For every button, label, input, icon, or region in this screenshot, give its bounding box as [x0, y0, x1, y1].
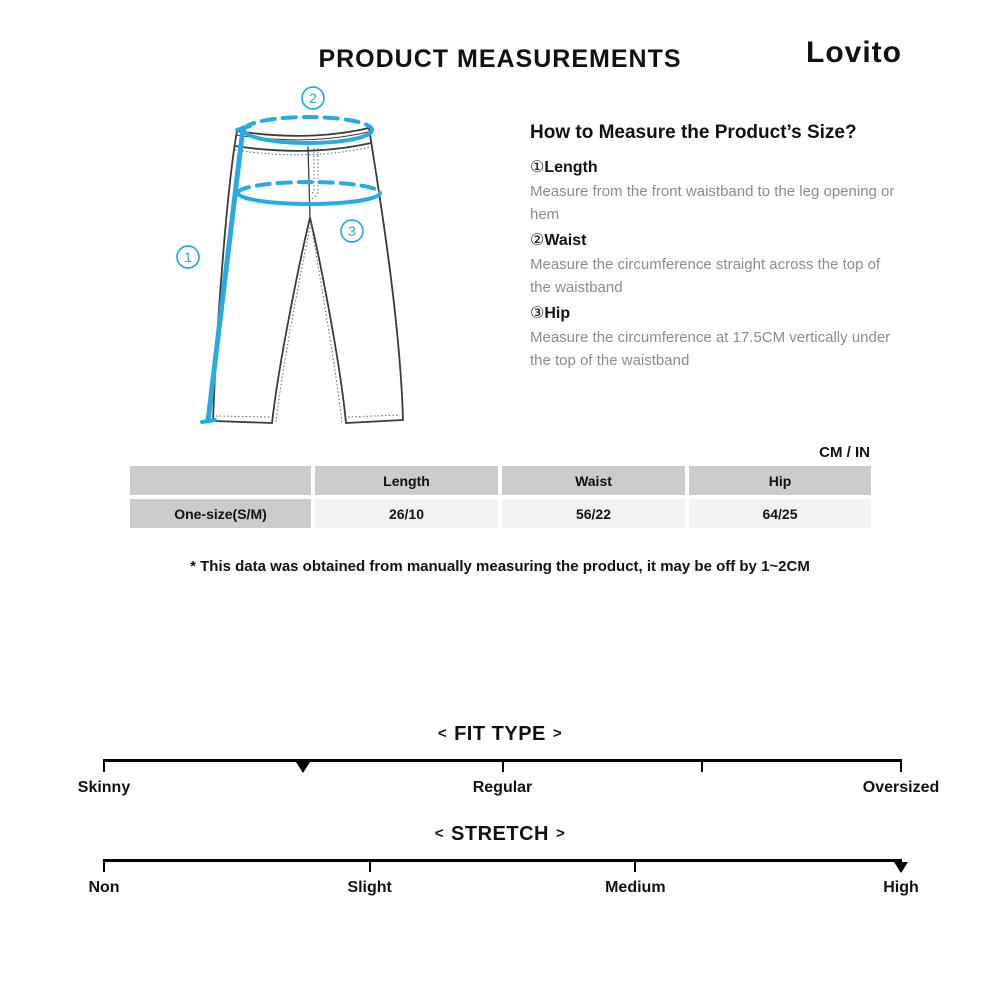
brand-logo: Lovito — [806, 36, 902, 69]
disclaimer-note: * This data was obtained from manually measuring the product, it may be off by 1~2CM — [190, 558, 810, 575]
chevron-right-icon: > — [552, 725, 563, 742]
fit-type-label-oversized: Oversized — [862, 779, 940, 796]
stretch-label-high: High — [883, 879, 919, 896]
how-to-heading: How to Measure the Product’s Size? — [530, 122, 857, 143]
stretch-marker-icon — [894, 862, 908, 873]
fit-type-title-text: FIT TYPE — [454, 723, 546, 745]
table-row-hip-value: 64/25 — [689, 499, 871, 528]
measurement-annotations — [202, 117, 380, 422]
scale-tick — [103, 859, 105, 872]
table-row-size: One-size(S/M) — [130, 499, 311, 528]
marker-number-waist: 2 — [309, 90, 317, 106]
table-header-empty — [130, 466, 311, 495]
scale-tick — [369, 859, 371, 872]
measurements-table — [130, 466, 871, 528]
measure-item-hip-desc: Measure the circumference at 17.5CM vertically under the top of the waistband — [530, 329, 891, 370]
scale-tick — [701, 759, 703, 772]
pants-outline — [213, 128, 403, 423]
table-header-waist: Waist — [502, 466, 685, 495]
fit-type-label-regular: Regular — [472, 779, 533, 796]
how-to-measure-section — [530, 122, 895, 373]
fit-type-title — [0, 723, 1000, 746]
table-header-length: Length — [315, 466, 498, 495]
scale-tick — [900, 759, 902, 772]
measure-item-length-text: Length — [544, 159, 598, 176]
marker-number-length: 1 — [184, 249, 192, 265]
length-line — [208, 128, 243, 421]
page-title: PRODUCT MEASUREMENTS — [318, 45, 682, 73]
circled-number-2: ② — [530, 232, 545, 250]
stretch-title-text: STRETCH — [451, 823, 549, 845]
measure-item-waist-text: Waist — [544, 232, 587, 250]
unit-label: CM / IN — [819, 444, 870, 461]
circled-number-1: ① — [530, 159, 545, 176]
fit-type-scale — [77, 759, 940, 814]
table-row-length-value: 26/10 — [315, 499, 498, 528]
stretch-label-medium: Medium — [605, 879, 666, 896]
circled-number-3: ③ — [530, 305, 545, 323]
scale-tick — [634, 859, 636, 872]
stretch-scale — [88, 859, 919, 914]
stretch-label-non: Non — [88, 879, 120, 896]
scale-tick — [103, 759, 105, 772]
stretch-title — [0, 823, 1000, 846]
marker-number-hip: 3 — [348, 223, 356, 239]
measure-item-waist-desc: Measure the circumference straight across the top of the waistband — [530, 256, 881, 297]
chevron-right-icon: > — [555, 825, 566, 842]
table-header-hip: Hip — [689, 466, 871, 495]
chevron-left-icon: < — [434, 825, 445, 842]
fit-type-label-skinny: Skinny — [77, 779, 131, 796]
measure-item-length-desc: Measure from the front waistband to the leg opening or hem — [530, 183, 895, 224]
measure-item-hip-label — [530, 300, 895, 327]
length-line-bottom-cap — [202, 420, 215, 422]
table-row-waist-value: 56/22 — [502, 499, 685, 528]
fit-type-marker-icon — [296, 762, 310, 773]
measure-item-waist-label — [530, 227, 895, 254]
measure-item-length-label — [530, 154, 895, 181]
stretch-scale-line — [104, 859, 901, 862]
measure-item-hip-text: Hip — [544, 305, 571, 323]
stretch-label-slight: Slight — [347, 879, 392, 896]
diagram-markers — [177, 87, 363, 268]
chevron-left-icon: < — [437, 725, 448, 742]
scale-tick — [502, 759, 504, 772]
length-line-top-cap — [237, 126, 250, 130]
pants-measurement-diagram — [150, 85, 480, 435]
waist-ellipse-dashed — [244, 117, 372, 130]
